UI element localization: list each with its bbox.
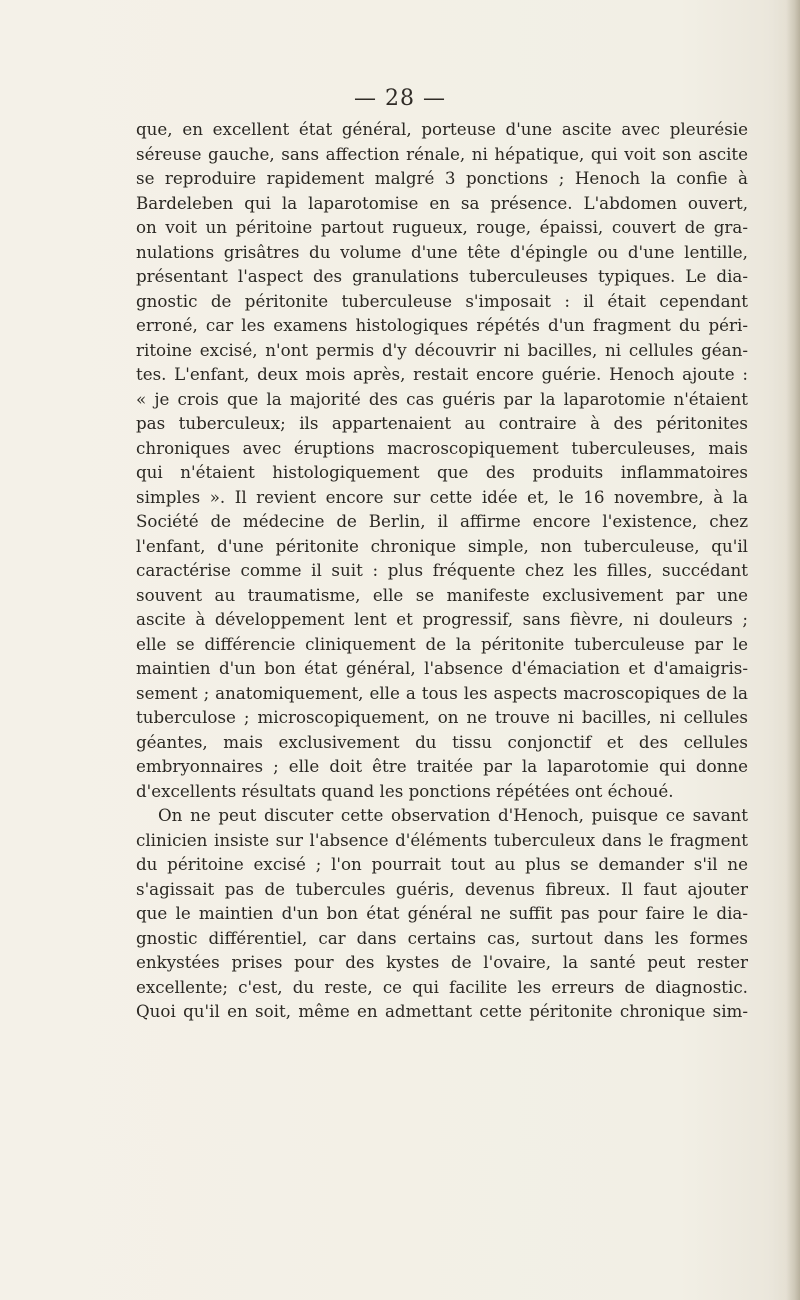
text-line: que, en excellent état général, porteuse d'une ascite avec pleurésie <box>136 119 748 139</box>
text-line: Société de médecine de Berlin, il affirme encore l'existence, chez <box>136 511 748 531</box>
text-line: du péritoine excisé ; l'on pourrait tout au plus se demander s'il ne <box>136 854 748 874</box>
text-line: tuberculose ; microscopiquement, on ne trouve ni bacilles, ni cellules <box>136 707 748 727</box>
text-line: pas tuberculeux; ils appartenaient au contraire à des péritonites <box>136 413 748 433</box>
text-line: tes. L'enfant, deux mois après, restait encore guérie. Henoch ajoute : <box>136 364 748 384</box>
text-line: souvent au traumatisme, elle se manifeste exclusivement par une <box>136 584 748 605</box>
text-line: on voit un péritoine partout rugueux, rouge, épaissi, couvert de gra- <box>136 217 748 237</box>
text-line: se reproduire rapidement malgré 3 ponctions ; Henoch la confie à <box>136 168 748 188</box>
text-line: Quoi qu'il en soit, même en admettant cette péritonite chronique sim- <box>136 1001 748 1021</box>
text-line: clinicien insiste sur l'absence d'éléments tuberculeux dans le fragment <box>136 829 748 850</box>
text-line: simples ». Il revient encore sur cette idée et, le 16 novembre, à la <box>136 486 748 507</box>
text-line: que le maintien d'un bon état général ne suffit pas pour faire le dia- <box>136 903 748 923</box>
text-line: séreuse gauche, sans affection rénale, ni hépatique, qui voit son ascite <box>136 143 748 164</box>
text-line: elle se différencie cliniquement de la péritonite tuberculeuse par le <box>136 633 748 654</box>
text-line: maintien d'un bon état général, l'absence d'émaciation et d'amaigris- <box>136 658 748 678</box>
text-line: « je crois que la majorité des cas guéris par la laparotomie n'étaient <box>136 388 748 409</box>
text-line: ascite à développement lent et progressif, sans fièvre, ni douleurs ; <box>136 609 748 629</box>
text-line: présentant l'aspect des granulations tuberculeuses typiques. Le dia- <box>136 266 748 286</box>
text-line: géantes, mais exclusivement du tissu conjonctif et des cellules <box>136 731 748 752</box>
text-line: embryonnaires ; elle doit être traitée par la laparotomie qui donne <box>136 756 748 776</box>
text-line: erroné, car les examens histologiques répétés d'un fragment du péri- <box>136 315 748 335</box>
page-edge-shadow <box>786 0 800 1300</box>
text-line: ritoine excisé, n'ont permis d'y découvrir ni bacilles, ni cellules géan- <box>136 339 748 360</box>
text-line: nulations grisâtres du volume d'une tête d'épingle ou d'une lentille, <box>136 241 748 262</box>
text-line: gnostic différentiel, car dans certains cas, surtout dans les formes <box>136 927 748 948</box>
text-line: sement ; anatomiquement, elle a tous les aspects macroscopiques de la <box>136 682 748 703</box>
text-line: enkystées prises pour des kystes de l'ovaire, la santé peut rester <box>136 952 748 972</box>
paragraph-2 <box>136 803 748 1024</box>
text-line: excellente; c'est, du reste, ce qui facilite les erreurs de diagnostic. <box>136 976 748 997</box>
text-line: d'excellents résultats quand les ponctions répétées ont échoué. <box>136 780 674 801</box>
text-line: gnostic de péritonite tuberculeuse s'imposait : il était cependant <box>136 290 748 311</box>
body-text <box>136 117 748 1024</box>
text-line: s'agissait pas de tubercules guéris, devenus fibreux. Il faut ajouter <box>136 878 748 899</box>
text-line: Bardeleben qui la laparotomise en sa présence. L'abdomen ouvert, <box>136 192 748 213</box>
text-line: qui n'étaient histologiquement que des produits inflammatoires <box>136 462 748 482</box>
text-line: chroniques avec éruptions macroscopiquement tuberculeuses, mais <box>136 437 748 458</box>
paragraph-1 <box>136 117 748 803</box>
text-line: caractérise comme il suit : plus fréquente chez les filles, succédant <box>136 560 748 580</box>
page-number: — 28 — <box>354 86 446 111</box>
text-line: l'enfant, d'une péritonite chronique simple, non tuberculeuse, qu'il <box>136 535 748 556</box>
text-line: On ne peut discuter cette observation d'Henoch, puisque ce savant <box>158 805 748 825</box>
